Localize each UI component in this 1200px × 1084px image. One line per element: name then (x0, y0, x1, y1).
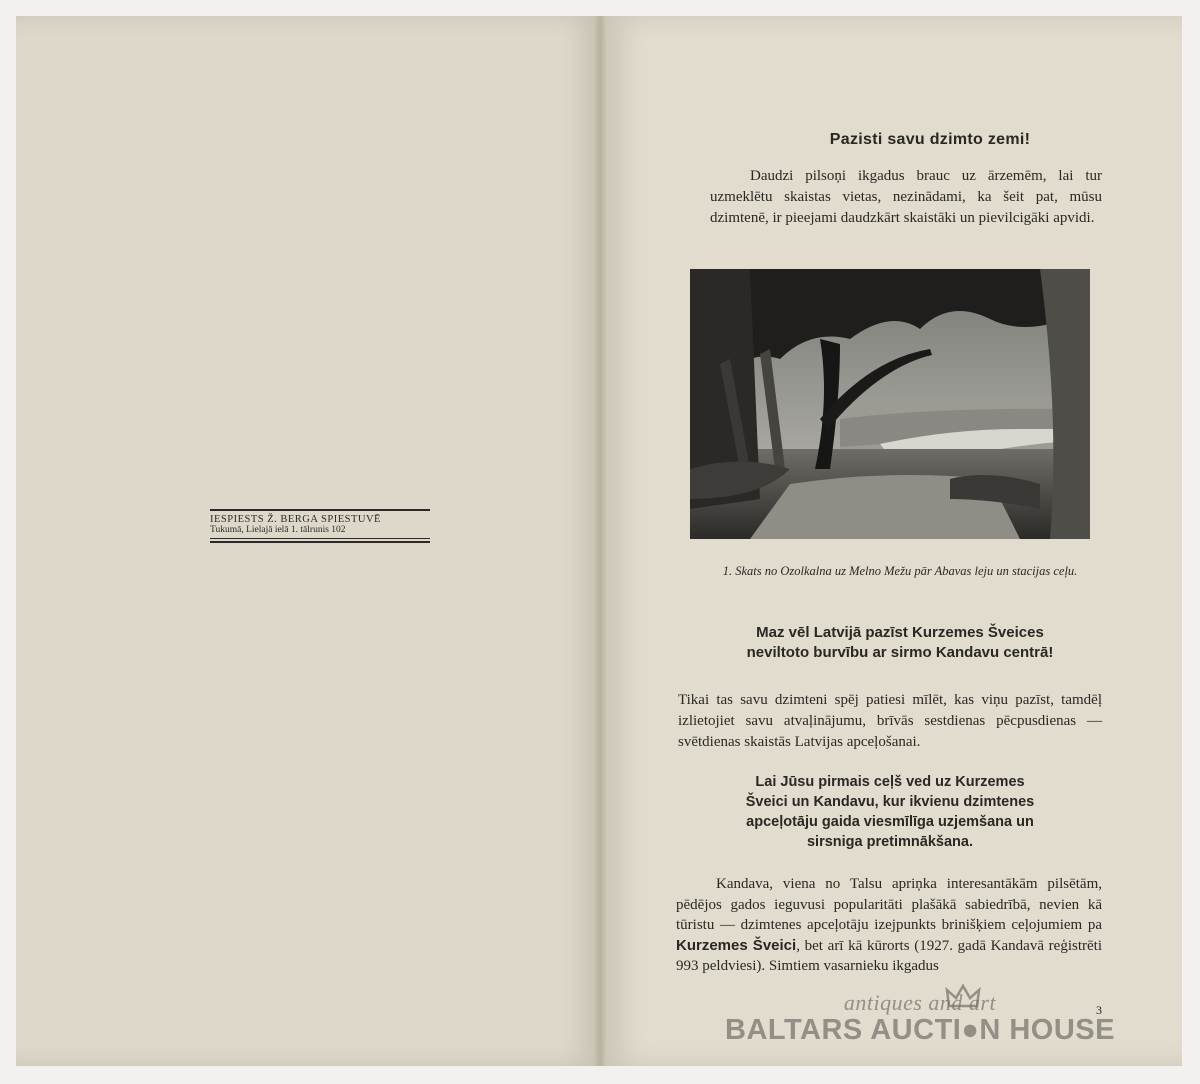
paragraph4-part-c: , bet arī kā kūrorts (1927. gadā Kandavā reģistrēti 993 peldviesi). Simtiem vasarnieku ikgadus (676, 937, 1102, 974)
watermark-tagline: antiques and art (843, 990, 997, 1015)
paragraph4-bold-kurzemes-sveici: Kurzemes Šveici (676, 936, 797, 954)
paragraph4-part-a: Kandava, viena no Talsu apriņka interesantākām pilsētām, pēdējos gados ieguvusi popularitāti plašākā sabiedrībā, nevien kā tūristu — dzimtenes apceļotāju izejpunkts brinišķiem ceļojumiem pa (676, 876, 1102, 933)
imprint-rule-top (210, 509, 430, 511)
watermark (720, 990, 1120, 1047)
body-paragraph-2: Tikai tas savu dzimteni spēj patiesi mīlēt, kas viņu pazīst, tamdēļ izlietojiet savu atvaļinājumu, brīvās sestdienas pēcpusdienas — svētdienas skaistās Latvijas apceļošanai. (678, 692, 1102, 750)
watermark-brand: BALTARS AUCTI●N HOUSE (725, 1014, 1115, 1046)
section-heading: Maz vēl Latvijā pazīst Kurzemes Šveices neviltoto burvību ar sirmo Kandavu centrā! (746, 624, 1054, 661)
imprint-line-2: Tukumā, Lielajā ielā 1. tālrunis 102 (210, 525, 346, 535)
landscape-photo (690, 269, 1090, 539)
printer-imprint (210, 509, 430, 543)
photo-caption: 1. Skats no Ozolkalna uz Melno Mežu pār Abavas leju un stacijas ceļu. (722, 564, 1078, 578)
intro-paragraph: Daudzi pilsoņi ikgadus brauc uz ārzemēm, lai tur uzmeklētu skaistas vietas, nezinādami, ka šeit pat, mūsu dzimtenē, ir pieejami daudzkārt skaistāki un pievilcigāki apvidi. (710, 168, 1102, 226)
book-gutter (594, 16, 606, 1066)
bold-paragraph-3: Lai Jūsu pirmais ceļš ved uz Kurzemes Šveici un Kandavu, kur ikvienu dzimtenes apceļotāju gaida viesmīlīga uzjemšana un sirsniga pretimnākšana. (745, 774, 1035, 850)
page-heading: Pazisti savu dzimto zemi! (829, 131, 1031, 148)
body-paragraph-4 (676, 874, 1102, 977)
page-number: 3 (1096, 1003, 1102, 1017)
imprint-line-1: IESPIESTS Ž. BERGA SPIESTUVĒ (210, 514, 381, 525)
imprint-rule-bottom (210, 538, 430, 543)
